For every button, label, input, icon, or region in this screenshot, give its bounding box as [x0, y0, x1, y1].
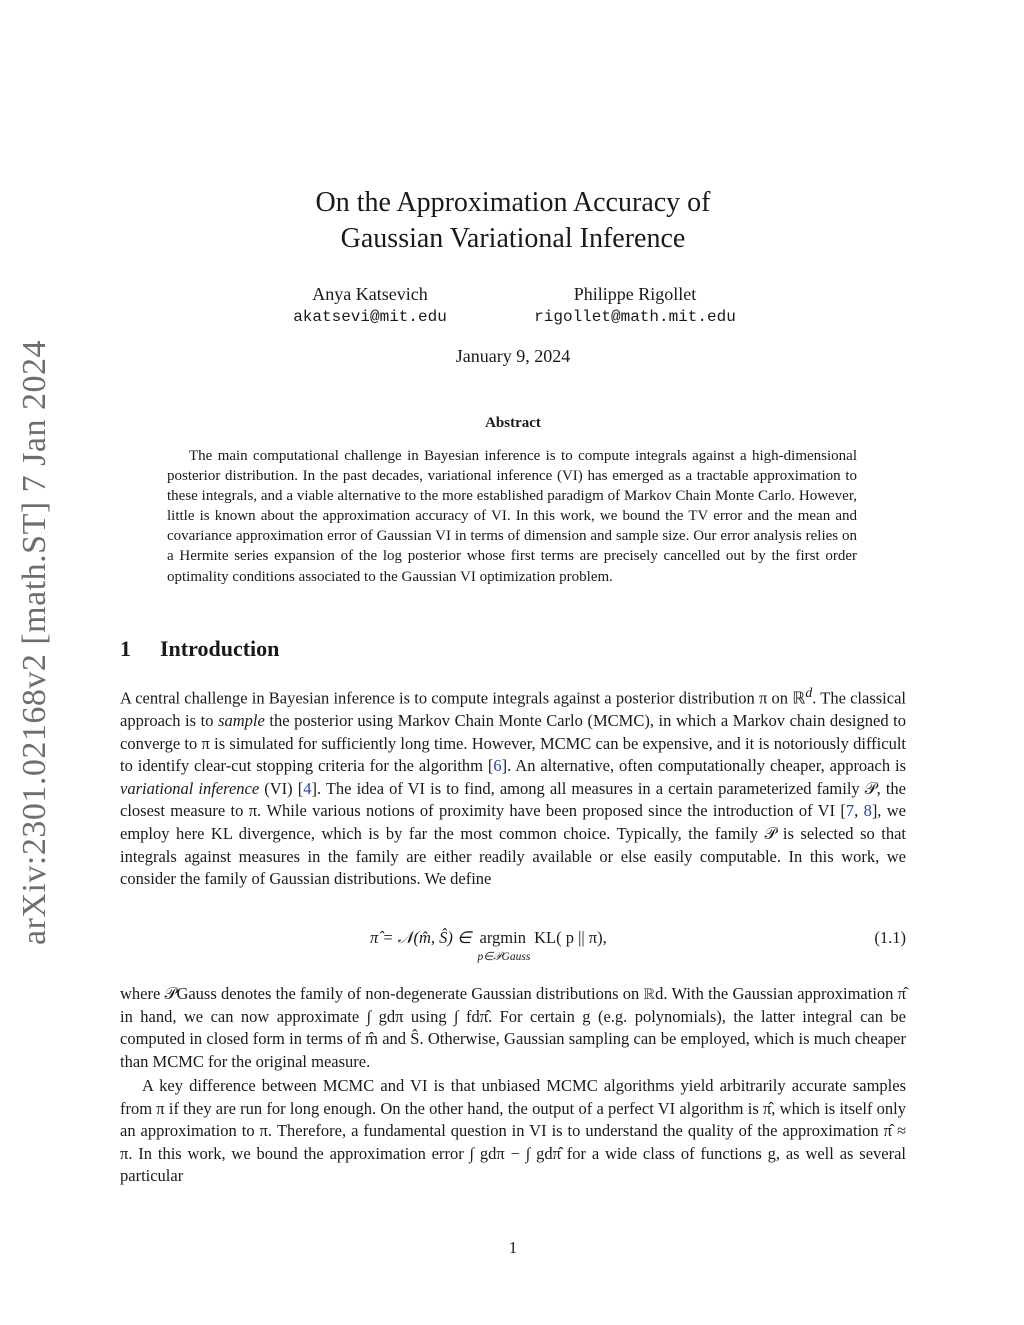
- arxiv-stamp-text: arXiv:2301.02168v2 [math.ST] 7 Jan 2024: [16, 340, 53, 945]
- section-title: Introduction: [160, 636, 280, 661]
- citation-link[interactable]: 4: [303, 778, 312, 798]
- arxiv-identifier-stamp: [0, 0, 53, 945]
- equation-expression: [370, 928, 607, 963]
- text-span: ]. An alternative, often computationally cheaper, approach is: [501, 756, 906, 776]
- page-number: 1: [508, 1238, 518, 1257]
- abstract-text: The main computational challenge in Bayesian inference is to compute integrals against a high-dimensional posterior distribution. In the past decades, variational inference (VI) has emerged as a tractable approximation to these integrals, and a viable alternative to the more established paradigm of Markov Chain Monte Carlo. However, little is known about the approximation accuracy of VI. In this work, we bound the TV error and the mean and covariance approximation error of Gaussian VI in terms of dimension and sample size. Our error analysis relies on a Hermite series expansion of the log posterior whose first terms are precisely cancelled out by the first order optimality conditions associated to the Gaussian VI optimization problem.: [167, 448, 857, 585]
- author-name: Anya Katsevich: [312, 284, 428, 304]
- citation-separator: ,: [854, 801, 864, 821]
- argmin-operator: [477, 928, 531, 963]
- author-name: Philippe Rigollet: [573, 284, 697, 304]
- paper-date: January 9, 2024: [455, 346, 571, 366]
- equation-lhs: π̂ = 𝒩(m̂, Ŝ) ∈: [370, 928, 476, 947]
- text-span: ], we employ here KL divergence, which is by far the most common choice. Typically, the family 𝒫 is selected so that integrals against measures in the family are either readily available or else easily computable. In this work, we consider the family of Gaussian distributions. We define: [120, 801, 906, 889]
- text-span: (VI) [: [259, 778, 304, 798]
- display-equation: [120, 926, 906, 966]
- argmin-subscript: p∈𝒫Gauss: [477, 951, 531, 963]
- author-block-2: [515, 283, 755, 329]
- equation-number: (1.1): [874, 928, 906, 947]
- intro-paragraph-3: A key difference between MCMC and VI is that unbiased MCMC algorithms yield arbitrarily accurate samples from π if they are run for long enough. On the other hand, the output of a perfect VI algorithm is π̂, which is itself only an approximation to π. Therefore, a fundamental question in VI is to understand the quality of the approximation π̂ ≈ π. In this work, we bound the approximation error ∫ gdπ − ∫ gdπ̂ for a wide class of functions g, as well as several particular: [120, 1076, 906, 1186]
- emphasis: sample: [218, 711, 265, 731]
- section-heading: [120, 636, 279, 662]
- author-block-1: [280, 283, 460, 329]
- intro-paragraph-2: where 𝒫Gauss denotes the family of non-degenerate Gaussian distributions on ℝd. With the Gaussian approximation π̂ in hand, we can now approximate ∫ gdπ using ∫ fdπ̂. For certain g (e.g. polynomials), the latter integral can be computed in closed form in terms of m̂ and Ŝ. Otherwise, Gaussian sampling can be employed, which is much cheaper than MCMC for the original measure.: [120, 984, 906, 1071]
- text-span: A central challenge in Bayesian inference is to compute integrals against a posterior distribution π on ℝ: [120, 688, 806, 708]
- intro-paragraph-1: [120, 682, 906, 891]
- abstract-heading: Abstract: [485, 415, 541, 431]
- author-email[interactable]: rigollet@math.mit.edu: [534, 308, 736, 326]
- title-line-1: On the Approximation Accuracy of: [315, 187, 711, 218]
- text-span: ]. The idea of VI is to find, among all measures in a certain parameterized family 𝒫, the closest measure to π. While various notions of proximity have been proposed since the introduction of VI [: [120, 778, 906, 821]
- citation-link[interactable]: 6: [493, 756, 502, 776]
- argmin-label: argmin: [479, 928, 526, 947]
- text-span: the posterior using Markov Chain Monte Carlo (MCMC), in which a Markov chain designed to converge to π is simulated for sufficiently long time. However, MCMC can be expensive, and it is notoriously difficult to identify clear-cut stopping criteria for the algorithm [: [120, 711, 906, 776]
- equation-rhs: KL( p || π),: [529, 928, 607, 947]
- text-span: . The classical approach is to: [120, 688, 906, 731]
- section-number: 1: [120, 636, 131, 661]
- citation-link[interactable]: 8: [863, 801, 872, 821]
- author-email[interactable]: akatsevi@mit.edu: [293, 308, 447, 326]
- paper-title: [120, 185, 906, 257]
- citation-link[interactable]: 7: [845, 801, 855, 821]
- title-line-2: Gaussian Variational Inference: [340, 223, 686, 254]
- emphasis: variational inference: [120, 778, 260, 798]
- superscript: d: [805, 685, 813, 700]
